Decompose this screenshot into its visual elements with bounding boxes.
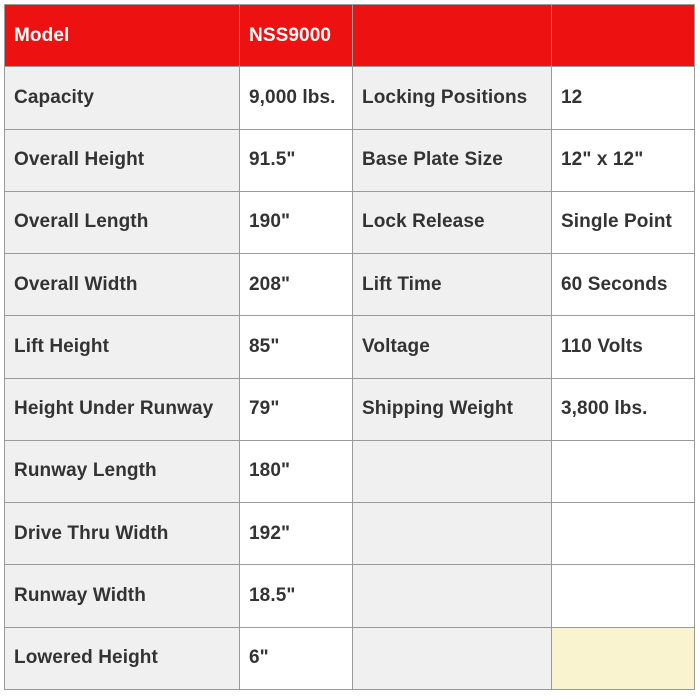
table-row <box>5 254 695 316</box>
spec-label: Runway Length <box>5 440 240 502</box>
table-row <box>5 129 695 191</box>
spec-value: 110 Volts <box>552 316 695 378</box>
table-header-row <box>5 5 695 67</box>
spec-label: Voltage <box>353 316 552 378</box>
header-model-value: NSS9000 <box>240 5 353 67</box>
table-row <box>5 316 695 378</box>
header-empty-cell <box>552 5 695 67</box>
spec-label: Overall Length <box>5 191 240 253</box>
table-row <box>5 503 695 565</box>
spec-value: Single Point <box>552 191 695 253</box>
spec-value: 12 <box>552 67 695 129</box>
table-row <box>5 565 695 627</box>
specifications-table <box>4 4 695 690</box>
spec-label: Base Plate Size <box>353 129 552 191</box>
spec-value: 6" <box>240 627 353 689</box>
spec-label: Drive Thru Width <box>5 503 240 565</box>
highlighted-empty-cell <box>552 627 695 689</box>
table-row <box>5 67 695 129</box>
spec-value <box>552 565 695 627</box>
spec-value: 192" <box>240 503 353 565</box>
spec-label: Overall Height <box>5 129 240 191</box>
header-model-label: Model <box>5 5 240 67</box>
spec-label: Shipping Weight <box>353 378 552 440</box>
table-row <box>5 440 695 502</box>
spec-label <box>353 440 552 502</box>
spec-value: 79" <box>240 378 353 440</box>
spec-label <box>353 565 552 627</box>
table-row <box>5 627 695 689</box>
spec-value: 3,800 lbs. <box>552 378 695 440</box>
spec-label <box>353 627 552 689</box>
spec-label: Lock Release <box>353 191 552 253</box>
spec-label: Lowered Height <box>5 627 240 689</box>
spec-table-container <box>4 4 694 692</box>
spec-value <box>552 440 695 502</box>
spec-label: Lift Height <box>5 316 240 378</box>
spec-value: 91.5" <box>240 129 353 191</box>
spec-label: Height Under Runway <box>5 378 240 440</box>
spec-value: 208" <box>240 254 353 316</box>
spec-value: 85" <box>240 316 353 378</box>
spec-value: 190" <box>240 191 353 253</box>
spec-value: 9,000 lbs. <box>240 67 353 129</box>
spec-label: Overall Width <box>5 254 240 316</box>
spec-label: Runway Width <box>5 565 240 627</box>
table-row <box>5 378 695 440</box>
spec-label: Capacity <box>5 67 240 129</box>
spec-value: 12" x 12" <box>552 129 695 191</box>
header-empty-cell <box>353 5 552 67</box>
table-row <box>5 191 695 253</box>
spec-value: 18.5" <box>240 565 353 627</box>
spec-label: Lift Time <box>353 254 552 316</box>
spec-label: Locking Positions <box>353 67 552 129</box>
spec-value <box>552 503 695 565</box>
spec-value: 180" <box>240 440 353 502</box>
spec-label <box>353 503 552 565</box>
spec-value: 60 Seconds <box>552 254 695 316</box>
